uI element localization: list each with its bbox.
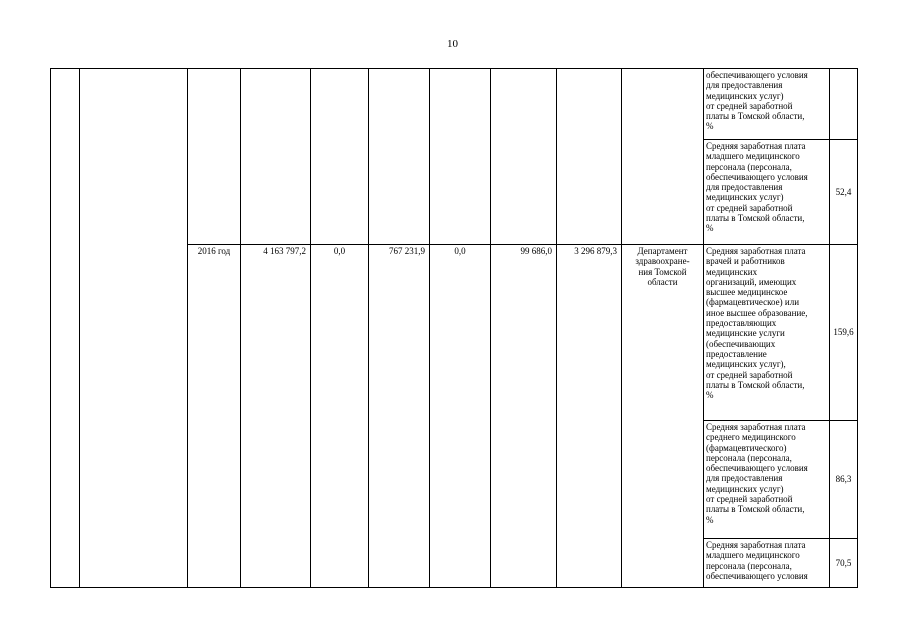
cell-total-prev: [241, 69, 311, 245]
indicator-line: персонала (персонала,: [706, 452, 792, 463]
indicator-value: 52,4: [830, 140, 858, 245]
indicator-line: %: [706, 121, 714, 132]
indicator-text: [704, 539, 830, 588]
indicator-line: обеспечивающего условия: [706, 570, 808, 581]
indicator-line: для предоставления: [706, 182, 783, 193]
department-line: здравоохране-: [635, 256, 690, 267]
indicator-line: организаций, имеющих: [706, 276, 797, 287]
indicator-line: медицинских услуг): [706, 192, 784, 203]
cell-department-prev: [622, 69, 704, 245]
cell-total: 4 163 797,2: [241, 245, 311, 588]
indicator-line: от средней заработной: [706, 202, 793, 213]
indicator-line: (обеспечивающих: [706, 338, 776, 349]
indicator-line: медицинских услуг),: [706, 359, 786, 370]
indicator-line: персонала (персонала,: [706, 560, 792, 571]
cell-other: 99 686,0: [491, 245, 557, 588]
indicator-line: высшее медицинское: [706, 287, 788, 298]
indicator-line: (фармацевтическое) или: [706, 297, 800, 308]
page-number: 10: [447, 38, 458, 50]
indicator-value: [830, 69, 858, 140]
indicator-line: медицинские услуги: [706, 328, 785, 339]
indicator-line: персонала (персонала,: [706, 161, 792, 172]
indicator-line: %: [706, 514, 714, 525]
cell-regional: 767 231,9: [369, 245, 430, 588]
table-row: [51, 69, 858, 140]
indicator-text: [704, 140, 830, 245]
indicator-line: платы в Томской области,: [706, 504, 805, 515]
indicator-line: от средней заработной: [706, 369, 793, 380]
indicator-line: %: [706, 223, 714, 234]
cell-local: 0,0: [430, 245, 491, 588]
indicator-line: платы в Томской области,: [706, 379, 805, 390]
indicator-line: для предоставления: [706, 473, 783, 484]
indicator-line: от средней заработной: [706, 494, 793, 505]
cell-other-prev: [491, 69, 557, 245]
indicator-value: 86,3: [830, 421, 858, 539]
indicator-line: платы в Томской области,: [706, 111, 805, 122]
cell-department: [622, 245, 704, 588]
program-table: [50, 68, 858, 588]
indicator-value: 159,6: [830, 245, 858, 421]
department-line: Департамент: [637, 246, 688, 256]
indicator-line: Средняя заработная плата: [706, 540, 806, 550]
cell-task: [80, 69, 188, 588]
indicator-value: 70,5: [830, 539, 858, 588]
indicator-line: предоставление: [706, 348, 767, 359]
indicator-line: врачей и работников: [706, 256, 785, 267]
indicator-line: обеспечивающего условия: [706, 463, 808, 474]
indicator-line: медицинских услуг): [706, 90, 784, 101]
department-line: области: [647, 276, 678, 287]
cell-federal: 0,0: [311, 245, 369, 588]
indicator-text: [704, 69, 830, 140]
indicator-text: [704, 421, 830, 539]
cell-year-prev: [188, 69, 241, 245]
indicator-line: Средняя заработная плата: [706, 141, 806, 151]
indicator-line: предоставляющих: [706, 318, 777, 329]
indicator-line: иное высшее образование,: [706, 307, 808, 318]
indicator-line: Средняя заработная плата: [706, 422, 806, 432]
indicator-line: %: [706, 390, 714, 401]
indicator-text: [704, 245, 830, 421]
department-line: ния Томской: [638, 266, 687, 277]
indicator-line: платы в Томской области,: [706, 213, 805, 224]
cell-number: [51, 69, 80, 588]
cell-year: 2016 год: [188, 245, 241, 588]
indicator-line: младшего медицинского: [706, 151, 800, 162]
indicator-line: медицинских: [706, 266, 758, 277]
indicator-line: среднего медицинского: [706, 432, 796, 443]
indicator-line: младшего медицинского: [706, 550, 800, 561]
indicator-line: от средней заработной: [706, 100, 793, 111]
indicator-line: обеспечивающего условия: [706, 171, 808, 182]
cell-local-prev: [430, 69, 491, 245]
cell-federal-prev: [311, 69, 369, 245]
cell-regional-prev: [369, 69, 430, 245]
indicator-line: для предоставления: [706, 80, 783, 91]
indicator-line: медицинских услуг): [706, 483, 784, 494]
cell-extra-prev: [557, 69, 622, 245]
indicator-line: (фармацевтического): [706, 442, 787, 453]
indicator-line: обеспечивающего условия: [706, 70, 808, 80]
indicator-line: Средняя заработная плата: [706, 246, 806, 256]
cell-extra: 3 296 879,3: [557, 245, 622, 588]
